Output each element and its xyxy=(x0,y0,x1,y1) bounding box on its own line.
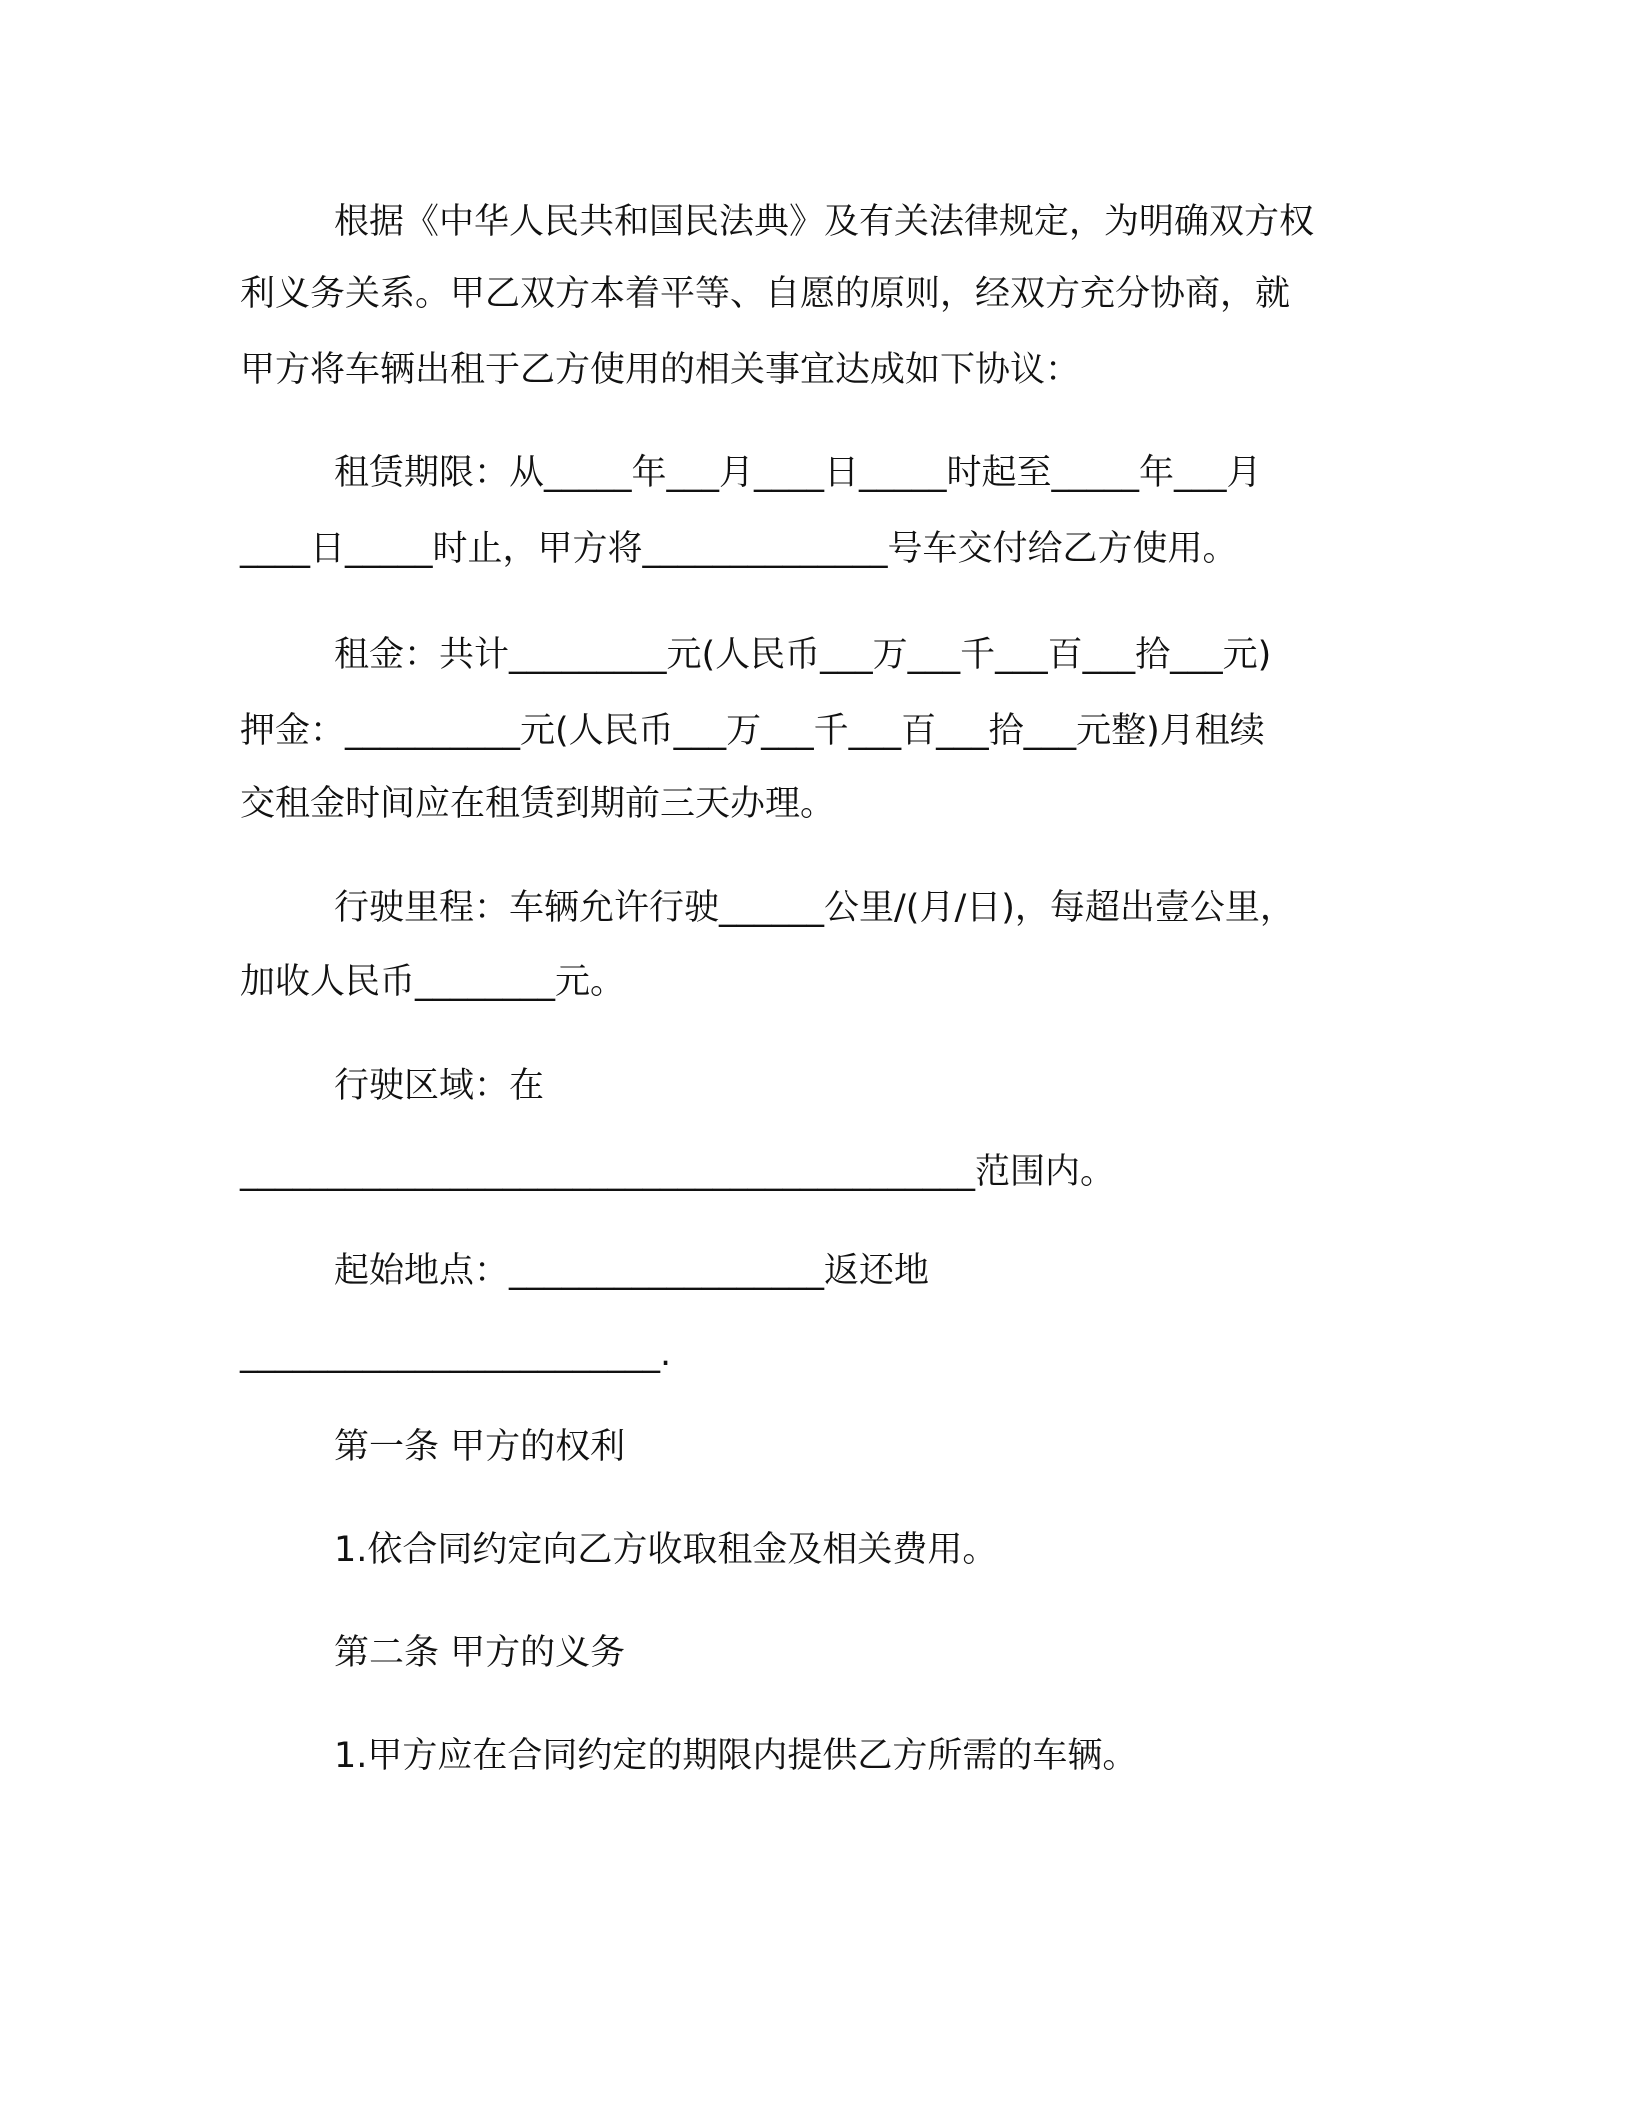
mileage-line-1: 行驶里程：车辆允许行驶______公里/(月/日)，每超出壹公里， xyxy=(334,888,1295,928)
deposit-line: 押金：__________元(人民币___万___千___百___拾___元整)月租续 xyxy=(240,711,1265,751)
article-1-item-1: 1.依合同约定向乙方收取租金及相关费用。 xyxy=(334,1530,998,1570)
intro-line-2: 利义务关系。甲乙双方本着平等、自愿的原则，经双方充分协商，就 xyxy=(240,274,1291,314)
area-line-1: 行驶区域：在 xyxy=(334,1066,545,1106)
intro-line-3: 甲方将车辆出租于乙方使用的相关事宜达成如下协议： xyxy=(240,350,1081,390)
article-1-heading: 第一条 甲方的权利 xyxy=(334,1427,626,1467)
article-2-heading: 第二条 甲方的义务 xyxy=(334,1633,626,1673)
location-line-1: 起始地点：__________________返还地 xyxy=(334,1251,930,1291)
intro-line-1: 根据《中华人民共和国民法典》及有关法律规定，为明确双方权 xyxy=(334,202,1315,242)
article-2-item-1: 1.甲方应在合同约定的期限内提供乙方所需的车辆。 xyxy=(334,1736,1138,1776)
lease-term-line-1: 租赁期限：从_____年___月____日_____时起至_____年___月 xyxy=(334,453,1262,493)
area-line-2: __________________________________________范围内。 xyxy=(240,1152,1116,1192)
rent-line-3: 交租金时间应在租赁到期前三天办理。 xyxy=(240,784,836,824)
rent-line-1: 租金：共计_________元(人民币___万___千___百___拾___元) xyxy=(334,635,1272,675)
mileage-line-2: 加收人民币________元。 xyxy=(240,962,626,1002)
location-line-2: ________________________. xyxy=(240,1334,672,1374)
lease-term-line-2: ____日_____时止，甲方将______________号车交付给乙方使用。 xyxy=(240,529,1238,569)
